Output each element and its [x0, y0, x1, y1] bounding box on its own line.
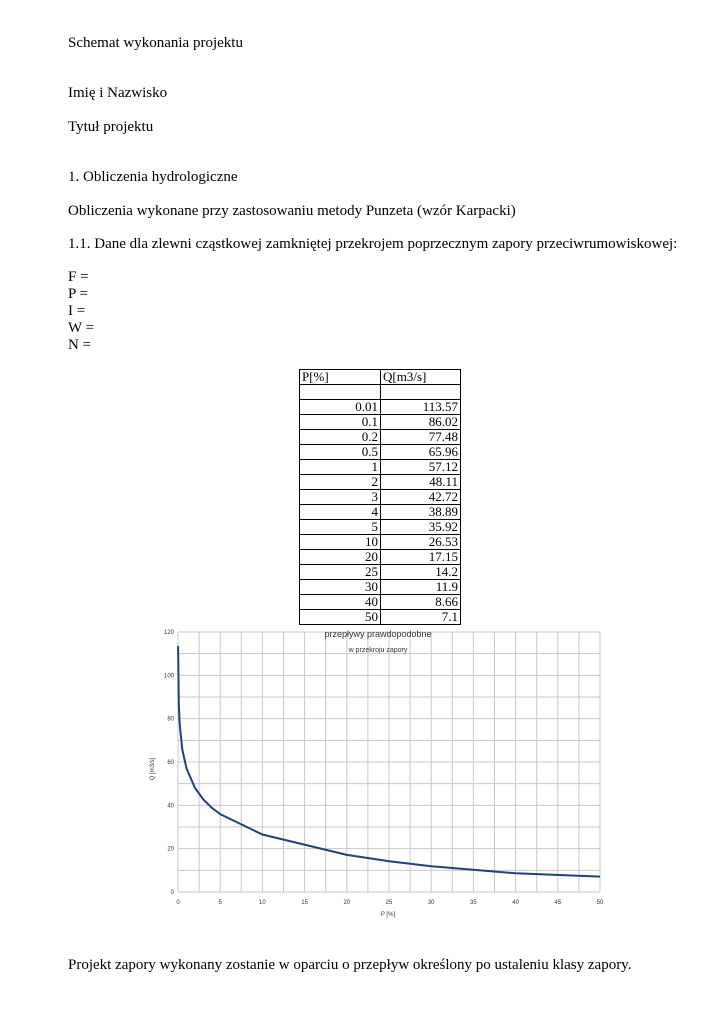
discharge-cell: 65.96 — [381, 445, 461, 460]
discharge-cell: 42.72 — [381, 490, 461, 505]
probability-cell: 0.1 — [300, 415, 381, 430]
probability-cell: 30 — [300, 580, 381, 595]
probability-cell: 10 — [300, 535, 381, 550]
author-name-line: Imię i Nazwisko — [68, 85, 168, 101]
table-blank-row — [300, 385, 461, 400]
table-header-row — [300, 370, 461, 385]
table-row — [300, 595, 461, 610]
probability-cell: 40 — [300, 595, 381, 610]
probability-cell: 0.5 — [300, 445, 381, 460]
flow-chart — [140, 622, 610, 922]
probability-cell: 5 — [300, 520, 381, 535]
y-axis-label: Q [m3/s] — [150, 757, 156, 781]
section-heading: 1. Obliczenia hydrologiczne — [68, 169, 238, 185]
probability-cell: 4 — [300, 505, 381, 520]
x-tick-label: 45 — [554, 900, 562, 906]
method-paragraph: Obliczenia wykonane przy zastosowaniu metody Punzeta (wzór Karpacki) — [68, 203, 516, 219]
table-row — [300, 535, 461, 550]
flow-table — [299, 369, 461, 625]
y-tick-label: 60 — [167, 760, 174, 766]
parameter-i: I = — [68, 303, 86, 319]
discharge-cell: 38.89 — [381, 505, 461, 520]
discharge-cell: 17.15 — [381, 550, 461, 565]
discharge-cell: 35.92 — [381, 520, 461, 535]
x-tick-label: 15 — [301, 900, 308, 906]
probability-cell: 1 — [300, 460, 381, 475]
probability-cell: 50 — [300, 610, 381, 625]
project-title-line: Tytuł projektu — [68, 119, 154, 135]
table-row — [300, 520, 461, 535]
parameter-p: P = — [68, 286, 88, 302]
discharge-cell: 77.48 — [381, 430, 461, 445]
discharge-cell: 86.02 — [381, 415, 461, 430]
table-row — [300, 490, 461, 505]
x-tick-label: 20 — [343, 900, 351, 906]
y-tick-label: 120 — [163, 630, 174, 636]
probability-cell: 2 — [300, 475, 381, 490]
parameter-list — [68, 269, 94, 354]
y-tick-label: 40 — [167, 803, 174, 810]
y-tick-label: 0 — [170, 890, 174, 896]
discharge-cell: 14.2 — [381, 565, 461, 580]
table-row — [300, 415, 461, 430]
catchment-data-paragraph: 1.1. Dane dla zlewni cząstkowej zamkniętej przekrojem poprzecznym zapory przeciwrumowiskowej: — [68, 236, 678, 252]
column-header-p: P[%] — [300, 370, 381, 385]
discharge-cell: 48.11 — [381, 475, 461, 490]
x-axis-label: P [%] — [380, 912, 396, 918]
y-tick-label: 80 — [167, 716, 174, 723]
chart-subtitle: w przekroju zapory — [348, 647, 408, 654]
probability-cell: 0.01 — [300, 400, 381, 415]
x-tick-label: 5 — [218, 900, 222, 906]
parameter-w: W = — [68, 320, 95, 336]
discharge-cell: 11.9 — [381, 580, 461, 595]
chart-grid — [178, 632, 600, 892]
table-row — [300, 580, 461, 595]
probability-cell: 25 — [300, 565, 381, 580]
table-row — [300, 460, 461, 475]
conclusion-paragraph: Projekt zapory wykonany zostanie w oparciu o przepływ określony po ustaleniu klasy zapory. — [68, 957, 632, 973]
parameter-f: F = — [68, 269, 89, 285]
probability-cell: 3 — [300, 490, 381, 505]
table-row — [300, 550, 461, 565]
x-tick-label: 30 — [427, 900, 435, 906]
x-tick-label: 35 — [470, 900, 477, 906]
x-tick-label: 50 — [596, 900, 604, 906]
table-row — [300, 400, 461, 415]
y-tick-label: 20 — [167, 846, 174, 853]
table-row — [300, 430, 461, 445]
discharge-cell: 113.57 — [381, 400, 461, 415]
discharge-cell: 57.12 — [381, 460, 461, 475]
parameter-n: N = — [68, 337, 92, 353]
probability-cell: 20 — [300, 550, 381, 565]
table-row — [300, 475, 461, 490]
x-tick-label: 10 — [259, 900, 266, 906]
probability-cell: 0.2 — [300, 430, 381, 445]
discharge-cell: 26.53 — [381, 535, 461, 550]
column-header-q: Q[m3/s] — [381, 370, 461, 385]
table-row — [300, 505, 461, 520]
chart-title: przepływy prawdopodobne — [324, 629, 432, 639]
x-tick-label: 40 — [512, 900, 519, 906]
discharge-cell: 7.1 — [381, 610, 461, 625]
chart-ticks — [164, 630, 604, 906]
document-heading: Schemat wykonania projektu — [68, 35, 243, 51]
y-tick-label: 100 — [163, 673, 174, 680]
discharge-cell: 8.66 — [381, 595, 461, 610]
table-row — [300, 565, 461, 580]
table-row — [300, 445, 461, 460]
x-tick-label: 25 — [385, 900, 393, 906]
x-tick-label: 0 — [176, 900, 180, 906]
